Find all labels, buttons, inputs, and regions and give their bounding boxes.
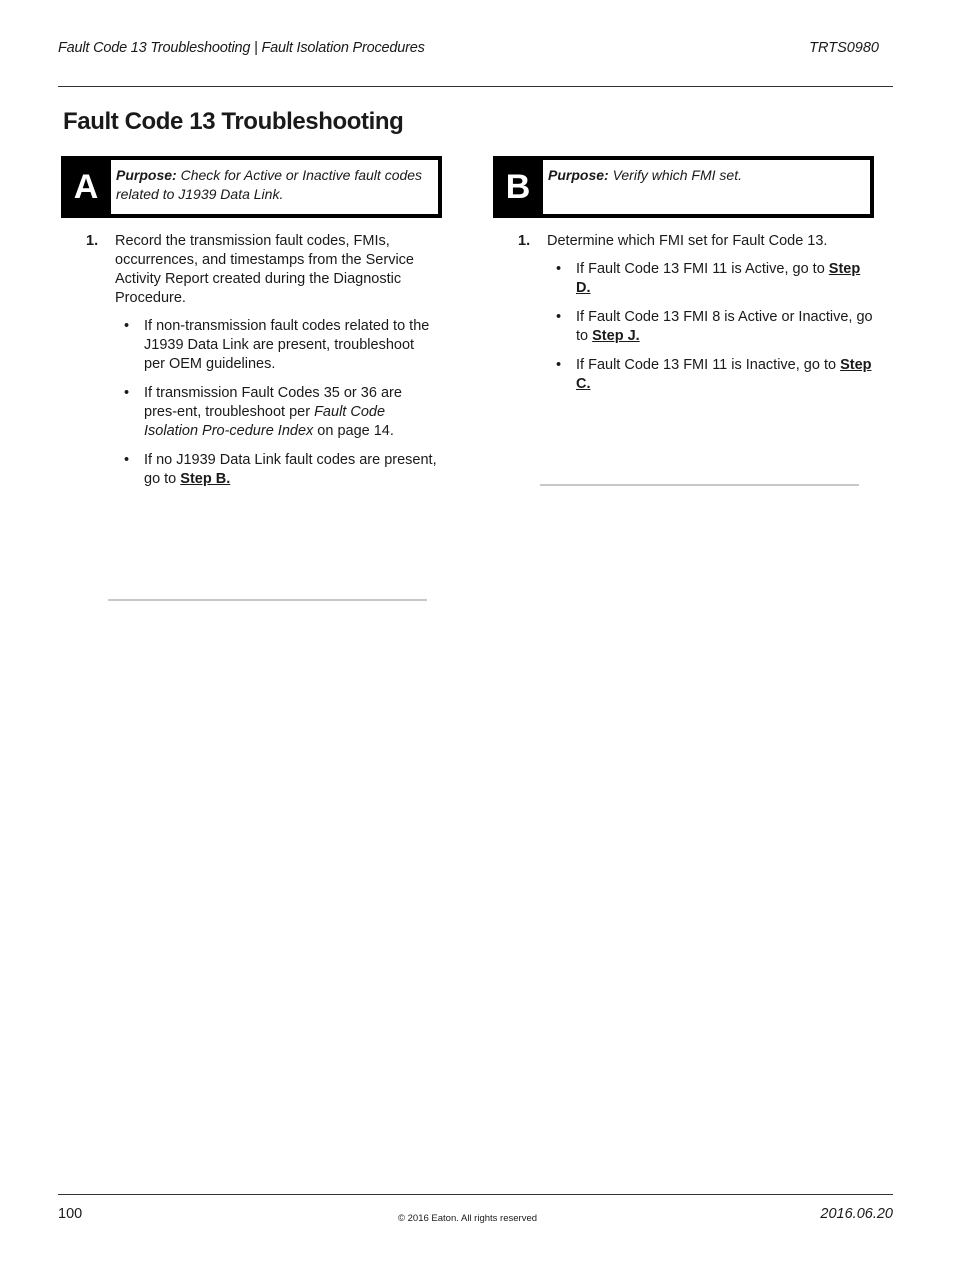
purpose-text: Verify which FMI set. bbox=[608, 167, 742, 183]
item-number: 1. bbox=[518, 233, 531, 249]
bullet-text: If transmission Fault Codes 35 or 36 are pres-ent, troubleshoot per bbox=[144, 385, 402, 420]
bullet-text: If Fault Code 13 FMI 11 is Active, go to bbox=[576, 261, 829, 277]
bullet-text: If no J1939 Data Link fault codes are present, go to bbox=[144, 452, 437, 487]
bullet-item bbox=[547, 356, 874, 394]
step-b-end-divider bbox=[540, 484, 859, 486]
bullet-item bbox=[547, 260, 874, 298]
step-d-link[interactable]: Step D. bbox=[576, 261, 861, 296]
bullet-item bbox=[115, 384, 438, 441]
bullet-item bbox=[115, 451, 438, 489]
bullet-text: If Fault Code 13 FMI 8 is Active or Inactive, go to bbox=[576, 309, 873, 344]
bullet-item bbox=[547, 308, 874, 346]
step-a-letter: A bbox=[73, 168, 99, 206]
bullet-item bbox=[115, 317, 438, 374]
step-b-box bbox=[493, 156, 874, 218]
bullet-icon: • bbox=[124, 452, 130, 468]
step-c-link[interactable]: Step C. bbox=[576, 357, 872, 392]
revision-date: 2016.06.20 bbox=[820, 1206, 893, 1222]
bullet-icon: • bbox=[556, 357, 562, 373]
step-b-item-1 bbox=[518, 232, 874, 251]
purpose-label: Purpose: bbox=[116, 167, 177, 183]
document-number: TRTS0980 bbox=[809, 40, 879, 56]
step-a-item-1 bbox=[86, 232, 438, 308]
item-text: Record the transmission fault codes, FMIs, occurrences, and timestamps from the Service Activity Report created during the Diagnostic Procedure. bbox=[115, 233, 414, 306]
step-b-bullet-list bbox=[518, 260, 874, 394]
running-header-title: Fault Code 13 Troubleshooting | Fault Isolation Procedures bbox=[58, 40, 425, 56]
item-number: 1. bbox=[86, 233, 99, 249]
bullet-icon: • bbox=[124, 385, 130, 401]
bullet-text-end: on page 14. bbox=[313, 423, 394, 439]
step-b-link[interactable]: Step B. bbox=[180, 471, 231, 487]
bullet-text: If Fault Code 13 FMI 11 is Inactive, go to bbox=[576, 357, 841, 373]
page-title: Fault Code 13 Troubleshooting bbox=[63, 108, 404, 135]
step-a-content bbox=[86, 232, 438, 499]
page-number: 100 bbox=[58, 1206, 83, 1222]
step-a-purpose bbox=[111, 160, 438, 214]
step-a-bullet-list bbox=[86, 317, 438, 489]
copyright-notice: © 2016 Eaton. All rights reserved bbox=[397, 1213, 538, 1224]
step-b-content bbox=[518, 232, 874, 404]
step-a-box bbox=[61, 156, 442, 218]
bullet-text: If non-transmission fault codes related to the J1939 Data Link are present, troubleshoot per OEM guidelines. bbox=[144, 318, 430, 372]
header-rule bbox=[58, 86, 893, 87]
step-j-link[interactable]: Step J. bbox=[592, 328, 640, 344]
bullet-icon: • bbox=[124, 318, 130, 334]
step-a-end-divider bbox=[108, 599, 427, 601]
purpose-text: Check for Active or Inactive fault codes related to J1939 Data Link. bbox=[116, 167, 423, 202]
step-b-purpose bbox=[543, 160, 870, 214]
bullet-icon: • bbox=[556, 261, 562, 277]
bullet-icon: • bbox=[556, 309, 562, 325]
footer-rule bbox=[58, 1194, 893, 1195]
reference-title: Fault Code Isolation Pro-cedure Index bbox=[144, 404, 386, 439]
step-b-letter: B bbox=[505, 168, 531, 206]
item-text: Determine which FMI set for Fault Code 13. bbox=[547, 233, 828, 249]
purpose-label: Purpose: bbox=[548, 167, 609, 183]
